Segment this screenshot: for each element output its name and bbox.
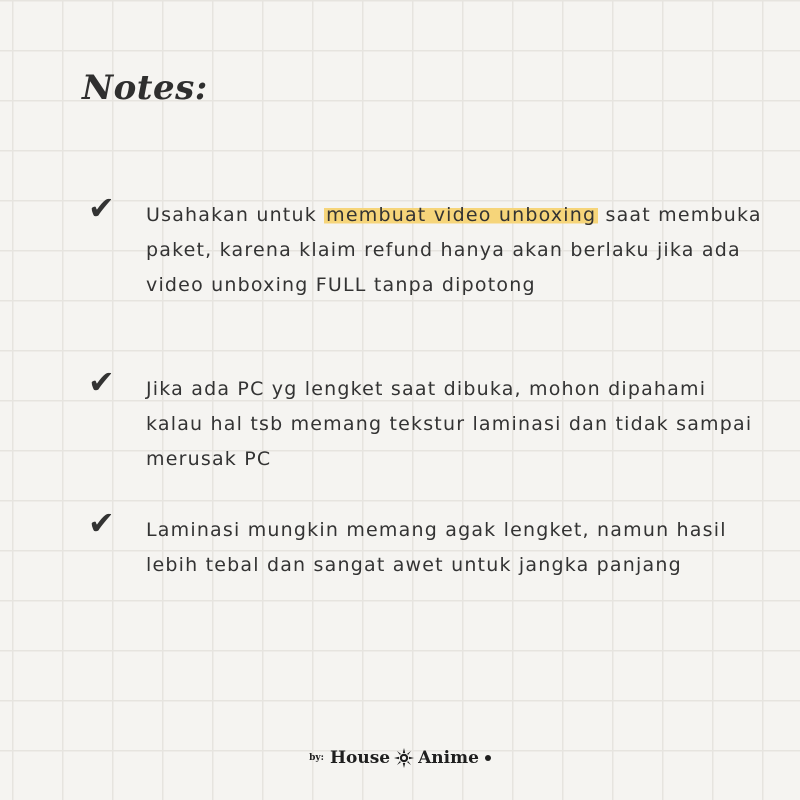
note-text-before: Usahakan untuk: [146, 204, 325, 226]
highlighted-text: membuat video unboxing: [326, 204, 597, 226]
checkmark-icon: ✔: [88, 189, 115, 227]
by-label: by:: [309, 753, 324, 763]
note-text: [146, 198, 766, 303]
note-text: Laminasi mungkin memang agak lengket, namun hasil lebih tebal dan sangat awet untuk jangka panjang: [146, 519, 727, 576]
checkmark-icon: ✔: [88, 363, 115, 401]
sun-icon: [394, 748, 414, 768]
footer-brand: [0, 745, 800, 768]
brand-name-left: House: [329, 748, 391, 768]
brand-dot: [485, 755, 491, 761]
note-text-after: saat membuka paket, karena klaim refund hanya akan berlaku jika ada video unboxing FULL tanpa dipotong: [146, 204, 762, 296]
note-text: Jika ada PC yg lengket saat dibuka, mohon dipahami kalau hal tsb memang tekstur laminasi dan tidak sampai merusak PC: [146, 378, 753, 470]
checkmark-icon: ✔: [88, 504, 115, 542]
page-title: Notes:: [82, 68, 208, 108]
brand-name-right: Anime: [418, 748, 479, 768]
